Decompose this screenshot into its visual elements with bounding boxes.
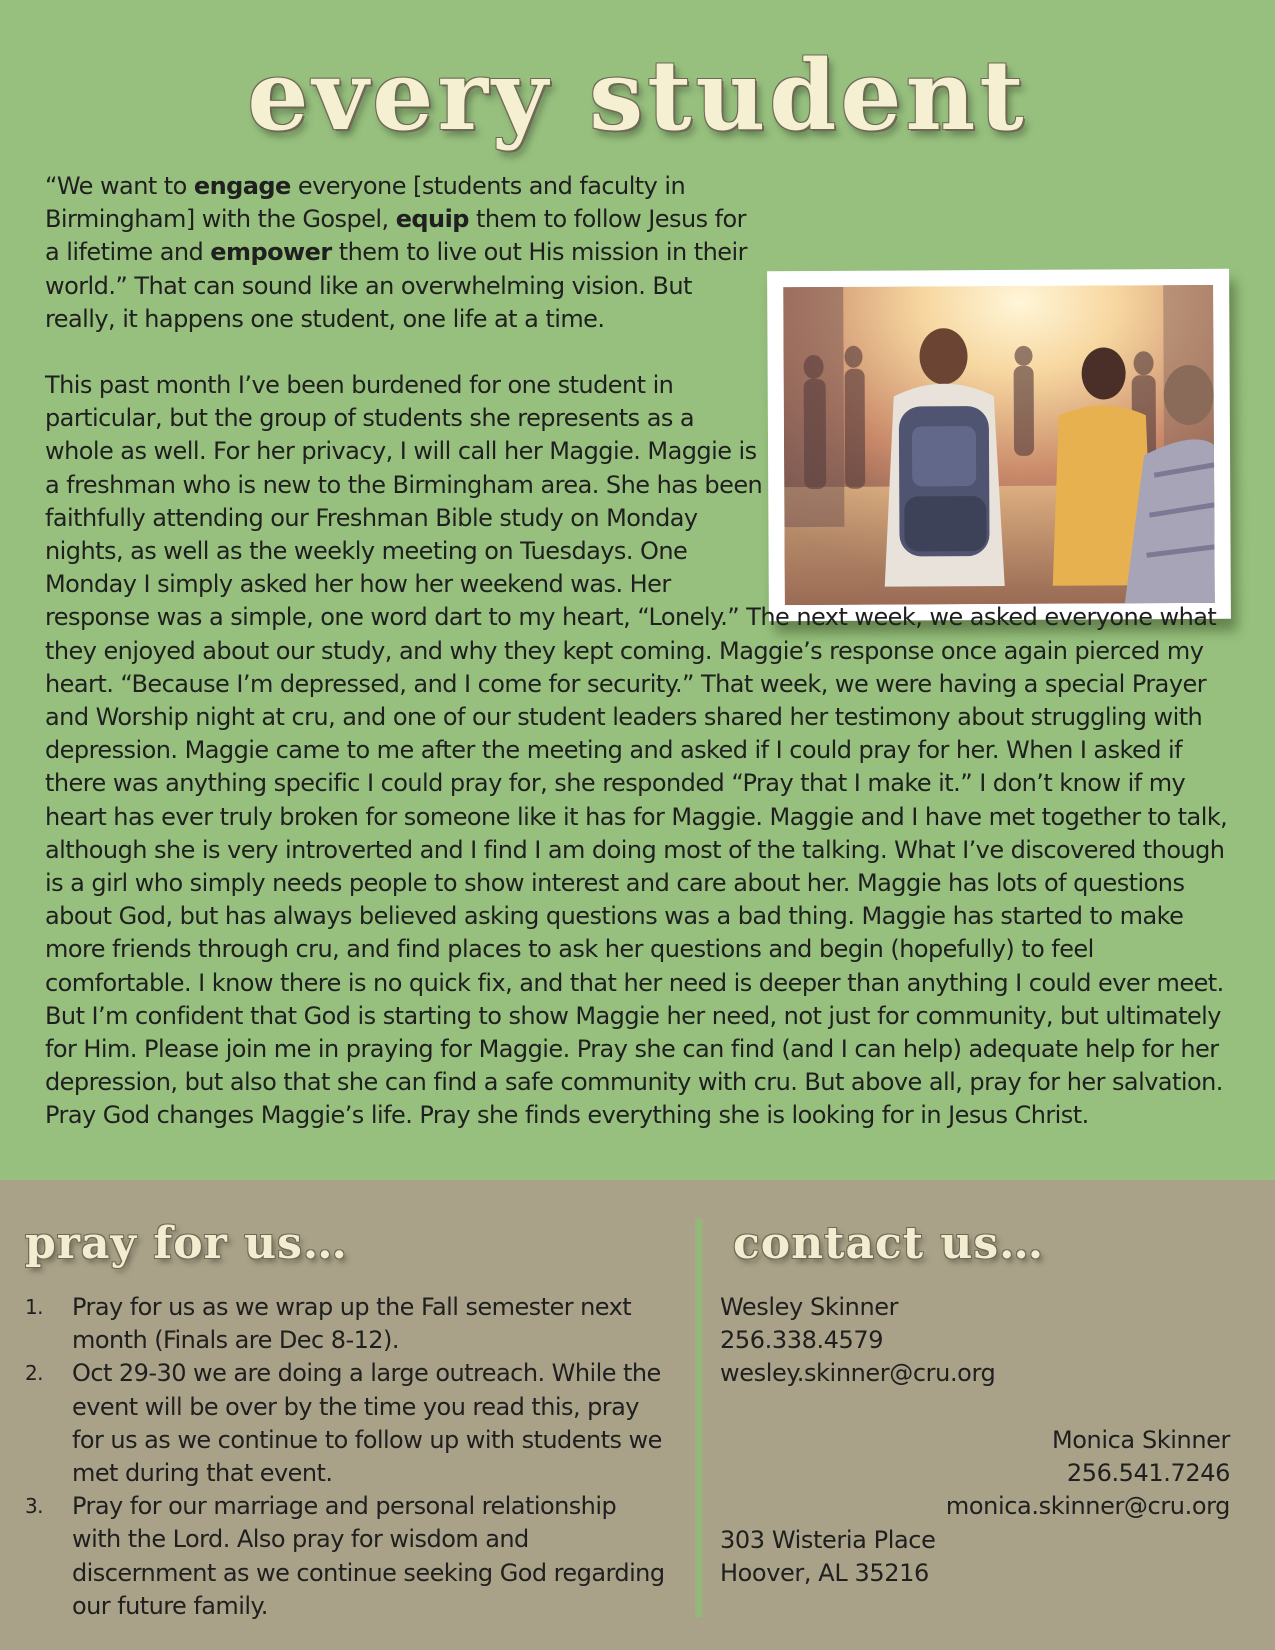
intro-text: them to live out His mission in their world.” That can sound like an overwhelming vision. But really, it happens one student, one life at a time. [45, 238, 747, 333]
mailing-address [720, 1524, 935, 1590]
contact-phone[interactable]: 256.338.4579 [720, 1326, 884, 1355]
prayer-item [25, 1490, 665, 1623]
photo-placeholder [780, 206, 1246, 583]
keyword-equip: equip [395, 205, 469, 234]
prayer-item-number: 3. [25, 1494, 43, 1519]
contact-heading: contact us… [733, 1218, 1045, 1269]
intro-text: “We want to [45, 172, 194, 200]
story-paragraph: This past month I’ve been burdened for one student in particular, but the group of students she represents as a whole as well. For her privacy, I will call her Maggie. Maggie is a freshman who is new to the Birmingham area. She has been faithfully attending our Freshman Bible study on Monday nights, as well as the weekly meeting on Tuesdays. One Monday I simply asked her how her weekend was. Her response was a simple, one word dart to my heart, “Lonely.” The next week, we asked everyone what they enjoyed about our study, and why they kept coming. Maggie’s response once again pierced my heart. “Because I’m depressed, and I come for security.” That week, we were having a special Prayer and Worship night at cru, and one of our student leaders shared her testimony about struggling with depression. Maggie came to me after the meeting and asked if I could pray for her. When I asked if there was anything specific I could pray for, she responded “Pray that I make it.” I don’t know if my heart has ever truly broken for someone like it has for Maggie. Maggie and I have met together to talk, although she is very introverted and I find I am doing most of the talking. What I’ve discovered though is a girl who simply needs people to show interest and care about her. Maggie has lots of questions about God, but has always believed asking questions was a bad thing. Maggie has started to make more friends through cru, and find places to ask her questions and begin (hopefully) to feel comfortable. I know there is no quick fix, and that her need is deeper than anything I could ever meet. But I’m confident that God is starting to show Maggie her need, not just for community, but ultimately for Him. Please join me in praying for Maggie. Pray she can find (and I can help) adequate help for her depression, but also that she can find a safe community with cru. But above all, pray for her salvation. Pray God changes Maggie’s life. Pray she finds everything she is looking for in Jesus Christ. [45, 371, 1228, 1130]
address-line: Hoover, AL 35216 [720, 1559, 929, 1588]
prayer-item-text: Pray for us as we wrap up the Fall semester next month (Finals are Dec 8-12). [72, 1293, 632, 1355]
prayer-list [25, 1291, 665, 1623]
contact-email[interactable]: monica.skinner@cru.org [945, 1492, 1230, 1521]
column-divider [695, 1218, 703, 1618]
pray-heading: pray for us… [25, 1218, 348, 1269]
keyword-empower: empower [210, 238, 332, 267]
contact-phone[interactable]: 256.541.7246 [1066, 1459, 1230, 1488]
prayer-item [25, 1357, 665, 1490]
article-body [45, 170, 1233, 1133]
prayer-item-text: Oct 29-30 we are doing a large outreach. While the event will be over by the time you read this, pray for us as we continue to follow up with students we met during that event. [72, 1359, 662, 1488]
contact-name: Monica Skinner [1051, 1426, 1230, 1454]
contact-email[interactable]: wesley.skinner@cru.org [720, 1359, 996, 1388]
prayer-item-number: 2. [25, 1361, 43, 1386]
intro-text: everyone [students and faculty in Birmingham] with the Gospel, [45, 172, 686, 234]
prayer-item-text: Pray for our marriage and personal relationship with the Lord. Also pray for wisdom and discernment as we continue seeking God regarding our future family. [72, 1492, 665, 1620]
intro-text: them to follow Jesus for a lifetime and [45, 205, 746, 267]
contact-monica [946, 1424, 1230, 1524]
keyword-engage: engage [193, 172, 291, 200]
prayer-item [25, 1291, 665, 1357]
page-title: every student [247, 39, 1028, 152]
contact-wesley [720, 1291, 995, 1391]
contact-name: Wesley Skinner [720, 1293, 899, 1321]
prayer-item-number: 1. [25, 1295, 43, 1319]
address-line: 303 Wisteria Place [720, 1526, 936, 1554]
